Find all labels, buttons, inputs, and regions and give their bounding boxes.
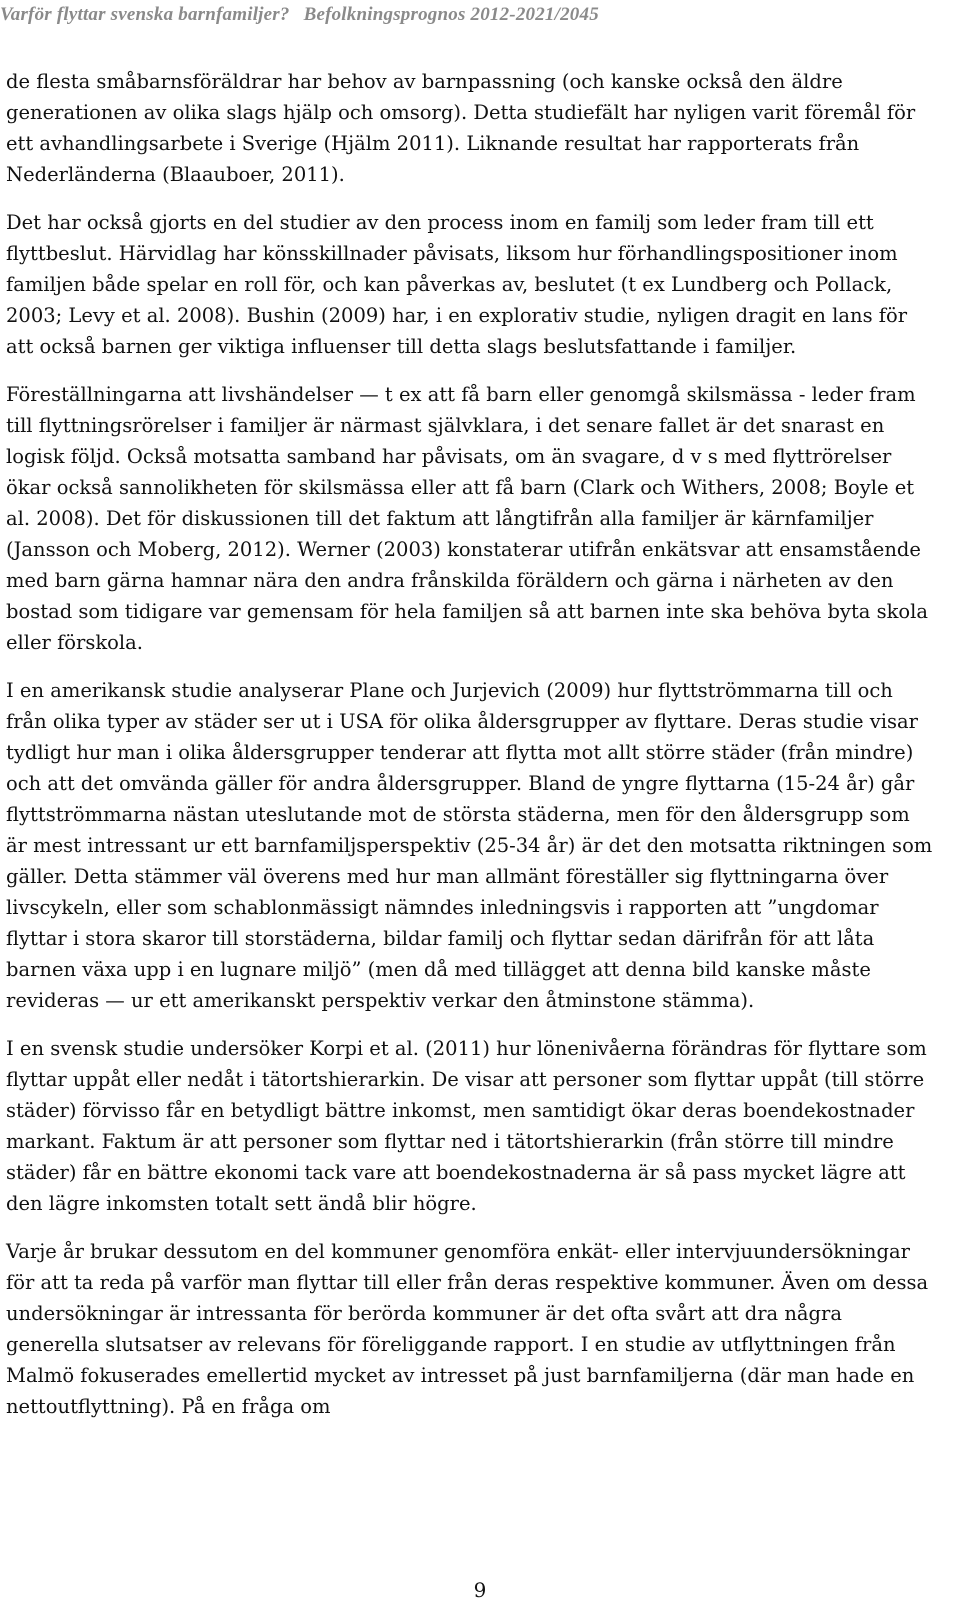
paragraph-5: I en svensk studie undersöker Korpi et al. (2011) hur lönenivåerna förändras för flyttare som flyttar uppåt eller nedåt i tätortshierarkin. De visar att personer som flyttar uppåt (till större städer) förvisso får en betydligt bättre inkomst, men samtidigt ökar deras boendekostnader markant. Faktum är att personer som flyttar ned i tätortshierarkin (från större till mindre städer) får en bättre ekonomi tack vare att boendekostnaderna är så pass mycket lägre att den lägre inkomsten totalt sett ändå blir högre. (6, 1037, 927, 1215)
page-number: 9 (473, 1578, 487, 1602)
paragraph-3: Föreställningarna att livshändelser — t ex att få barn eller genomgå skilsmässa - leder fram till flyttningsrörelser i familjer är närmast självklara, i det senare fallet är det snarast en logisk följd. Också motsatta samband har påvisats, om än svagare, d v s med flyttrörelser ökar också sannolikheten för skilsmässa eller att få barn (Clark och Withers, 2008; Boyle et al. 2008). Det för diskussionen till det faktum att långtifrån alla familjer är kärnfamiljer (Jansson och Moberg, 2012). Werner (2003) konstaterar utifrån enkätsvar att ensamstående med barn gärna hamnar nära den andra frånskilda föräldern och gärna i närheten av den bostad som tidigare var gemensam för hela familjen så att barnen inte ska behöva byta skola eller förskola. (6, 383, 929, 654)
paragraph-4: I en amerikansk studie analyserar Plane och Jurjevich (2009) hur flyttströmmarna till och från olika typer av städer ser ut i USA för olika åldersgrupper av flyttare. Deras studie visar tydligt hur man i olika åldersgrupper tenderar att flytta mot allt större städer (från mindre) och att det omvända gäller för andra åldersgrupper. Bland de yngre flyttarna (15-24 år) går flyttströmmarna nästan uteslutande mot de största städerna, men för den åldersgrupp som är mest intressant ur ett barnfamiljsperspektiv (25-34 år) är det den motsatta riktningen som gäller. Detta stämmer väl överens med hur man allmänt föreställer sig flyttningarna över livscykeln, eller som schablonmässigt nämndes inledningsvis i rapporten att ”ungdomar flyttar i stora skaror till storstäderna, bildar familj och flyttar sedan därifrån för att låta barnen växa upp i en lugnare miljö” (men då med tillägget att denna bild kanske måste revideras — ur ett amerikanskt perspektiv verkar den åtminstone stämma). (6, 679, 933, 1012)
paragraph-2: Det har också gjorts en del studier av den process inom en familj som leder fram till ett flyttbeslut. Härvidlag har könsskillnader påvisats, liksom hur förhandlingspositioner inom familjen både spelar en roll för, och kan påverkas av, beslutet (t ex Lundberg och Pollack, 2003; Levy et al. 2008). Bushin (2009) har, i en explorativ studie, nyligen dragit en lans för att också barnen ger viktiga influenser till detta slags beslutsfattande i familjer. (6, 211, 908, 358)
running-header (0, 4, 599, 26)
body-text (6, 66, 934, 1439)
document-subtitle: Befolkningsprognos 2012-2021/2045 (303, 4, 599, 25)
document-title: Varför flyttar svenska barnfamiljer? (0, 4, 290, 25)
paragraph-1: de flesta småbarnsföräldrar har behov av barnpassning (och kanske också den äldre generationen av olika slags hjälp och omsorg). Detta studiefält har nyligen varit föremål för ett avhandlingsarbete i Sverige (Hjälm 2011). Liknande resultat har rapporterats från Nederländerna (Blaauboer, 2011). (6, 70, 916, 186)
paragraph-6: Varje år brukar dessutom en del kommuner genomföra enkät- eller intervjuundersökningar för att ta reda på varför man flyttar till eller från deras respektive kommuner. Även om dessa undersökningar är intressanta för berörda kommuner är det ofta svårt att dra några generella slutsatser av relevans för föreliggande rapport. I en studie av utflyttningen från Malmö fokuserades emellertid mycket av intresset på just barnfamiljerna (där man hade en nettoutflyttning). På en fråga om (6, 1240, 929, 1418)
